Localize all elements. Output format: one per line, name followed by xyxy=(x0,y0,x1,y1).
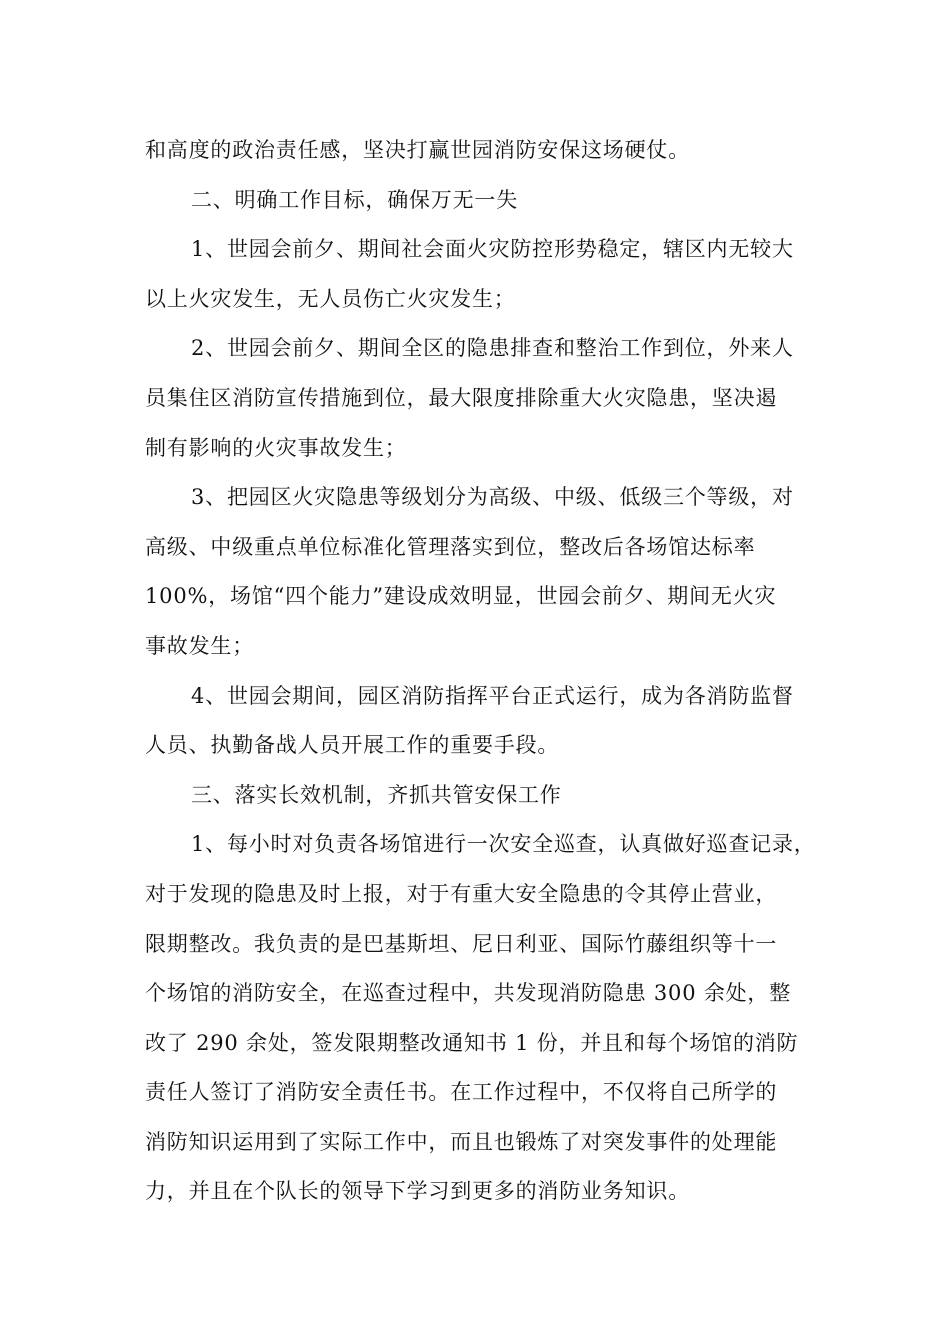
text-line: 2、世园会前夕、期间全区的隐患排查和整治工作到位，外来人 xyxy=(191,336,794,361)
section-heading: 三、落实长效机制，齐抓共管安保工作 xyxy=(191,782,562,807)
section-heading: 二、明确工作目标，确保万无一失 xyxy=(191,187,518,212)
text-line: 以上火灾发生，无人员伤亡火灾发生； xyxy=(145,286,516,311)
text-line: 限期整改。我负责的是巴基斯坦、尼日利亚、国际竹藤组织等十一 xyxy=(145,931,778,956)
document-body xyxy=(145,126,825,1217)
text-line: 4、世园会期间，园区消防指挥平台正式运行，成为各消防监督 xyxy=(191,683,794,708)
text-line: 制有影响的火灾事故发生； xyxy=(145,435,407,460)
text-line: 人员、执勤备战人员开展工作的重要手段。 xyxy=(145,733,560,758)
text-line: 1、每小时对负责各场馆进行一次安全巡查，认真做好巡查记录， xyxy=(191,832,816,857)
text-line: 员集住区消防宣传措施到位，最大限度排除重大火灾隐患，坚决遏 xyxy=(145,385,778,410)
text-line: 对于发现的隐患及时上报，对于有重大安全隐患的令其停止营业， xyxy=(145,881,778,906)
text-line: 责任人签订了消防安全责任书。在工作过程中，不仅将自己所学的 xyxy=(145,1080,778,1105)
text-line: 消防知识运用到了实际工作中，而且也锻炼了对突发事件的处理能 xyxy=(145,1129,778,1154)
text-line: 100%，场馆“四个能力”建设成效明显，世园会前夕、期间无火灾 xyxy=(145,584,777,609)
text-line: 3、把园区火灾隐患等级划分为高级、中级、低级三个等级，对 xyxy=(191,485,794,510)
text-line: 高级、中级重点单位标准化管理落实到位，整改后各场馆达标率 xyxy=(145,534,756,559)
text-line: 个场馆的消防安全，在巡查过程中，共发现消防隐患 300 余处，整 xyxy=(145,981,792,1006)
text-line: 力，并且在个队长的领导下学习到更多的消防业务知识。 xyxy=(145,1179,690,1204)
text-line: 改了 290 余处，签发限期整改通知书 1 份，并且和每个场馆的消防 xyxy=(145,1030,799,1055)
text-line: 和高度的政治责任感，坚决打赢世园消防安保这场硬仗。 xyxy=(145,138,690,162)
text-line: 事故发生； xyxy=(145,633,254,658)
text-line: 1、世园会前夕、期间社会面火灾防控形势稳定，辖区内无较大 xyxy=(191,237,794,262)
